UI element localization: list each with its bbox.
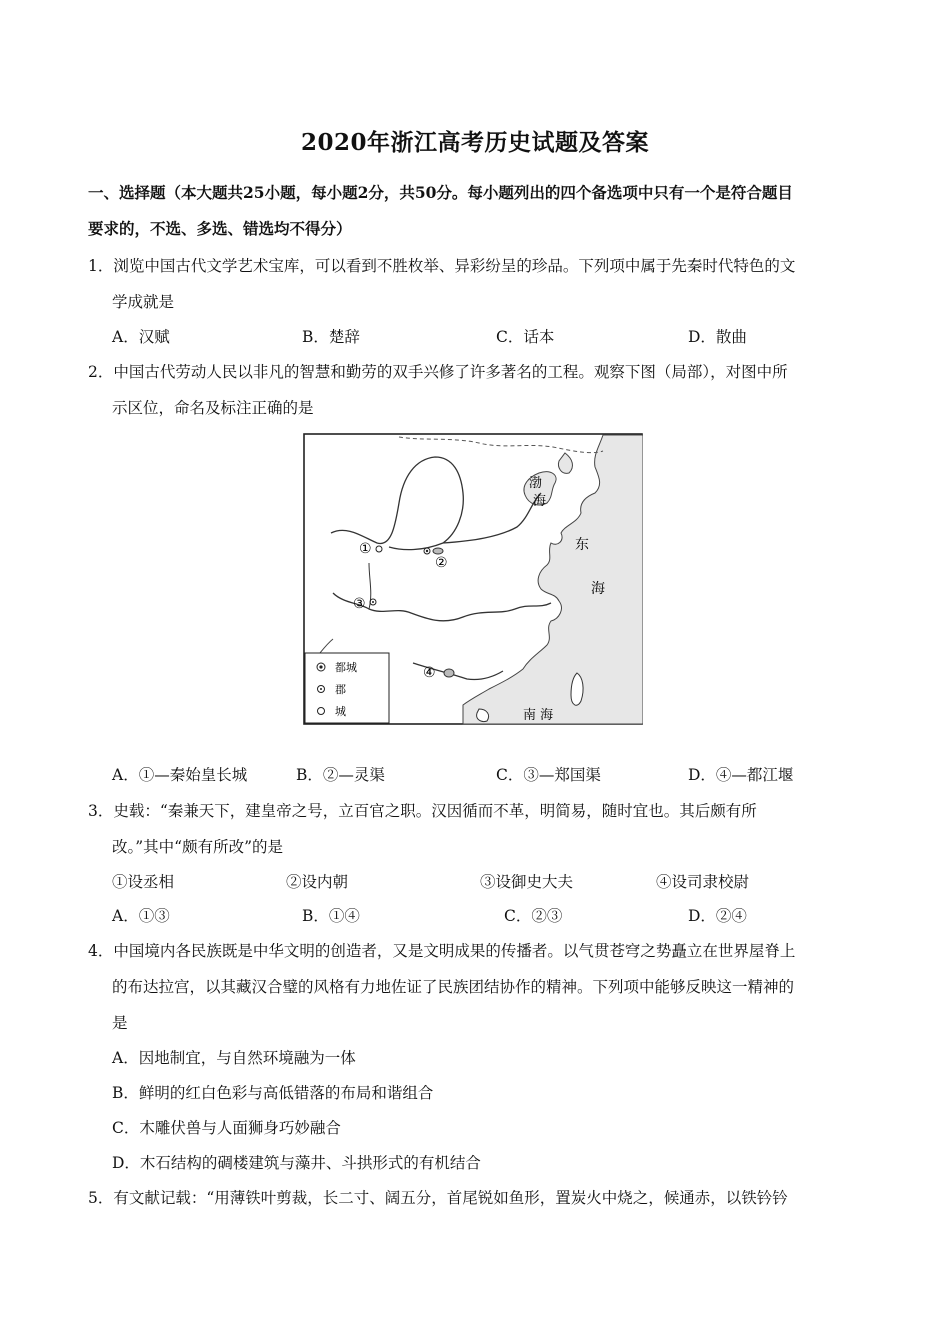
site-mark-4: [444, 669, 454, 677]
legend-commandery-dot: [320, 688, 322, 690]
capital-symbol-2-dot: [426, 550, 428, 552]
q5-stem-line1: 5．有文献记载：“用薄铁叶剪裁，长二寸、阔五分，首尾锐如鱼形，置炭火中烧之，候通赤，以铁钤钤: [88, 1189, 788, 1207]
q1-option-b: B．楚辞: [302, 328, 360, 346]
q1-stem-line1: 1．浏览中国古代文学艺术宝库，可以看到不胜枚举、异彩纷呈的珍品。下列项中属于先秦时代特色的文: [88, 257, 796, 275]
sea-label-bo-1: 渤: [529, 476, 543, 491]
q4-option-a: A．因地制宜，与自然环境融为一体: [112, 1049, 356, 1067]
q3-stem-line2: 改。”其中“颇有所改”的是: [112, 838, 284, 856]
q3-option-c: C．②③: [504, 907, 563, 925]
legend-commandery-label: 郡: [335, 683, 346, 696]
q2-option-b: B．②—灵渠: [296, 766, 385, 784]
q2-stem-line2: 示区位，命名及标注正确的是: [112, 399, 314, 417]
sea-label-bo-2: 海: [533, 494, 547, 509]
q2-option-d: D．④—都江堰: [688, 766, 794, 784]
q3-option-d: D．②④: [688, 907, 747, 925]
historical-map: [303, 433, 643, 725]
map-marker-4: ④: [423, 665, 436, 681]
sea-label-south: 南 海: [523, 708, 554, 723]
sea-label-east-2: 海: [591, 581, 605, 597]
legend-capital-dot: [319, 665, 322, 668]
q4-option-b: B．鲜明的红白色彩与高低错落的布局和谐组合: [112, 1084, 434, 1102]
q3-stem-line1: 3．史载：“秦兼天下，建皇帝之号，立百官之职。汉因循而不革，明简易，随时宜也。其后颇有所: [88, 802, 757, 820]
q1-stem-line2: 学成就是: [112, 293, 175, 311]
commandery-symbol-3-dot: [372, 601, 374, 603]
q3-item-2: ②设内朝: [286, 873, 349, 891]
map-marker-1: ①: [359, 541, 372, 557]
q1-option-c: C．话本: [496, 328, 555, 346]
q4-stem-line2: 的布达拉宫，以其藏汉合璧的风格有力地佐证了民族团结协作的精神。下列项中能够反映这一精神的: [112, 978, 795, 996]
q1-option-d: D．散曲: [688, 328, 747, 346]
q3-option-a: A．①③: [112, 907, 170, 925]
q4-stem-line3: 是: [112, 1014, 128, 1032]
legend-capital-label: 都城: [335, 661, 357, 674]
section-instructions-line2: 要求的，不选、多选、错选均不得分）: [88, 219, 352, 238]
q2-stem-line1: 2．中国古代劳动人民以非凡的智慧和勤劳的双手兴修了许多著名的工程。观察下图（局部），对图中所: [88, 363, 788, 381]
q4-option-c: C．木雕伏兽与人面狮身巧妙融合: [112, 1119, 341, 1137]
q2-option-a: A．①—秦始皇长城: [112, 766, 248, 784]
section-instructions-line1: 一、选择题（本大题共25小题，每小题2分，共50分。每小题列出的四个备选项中只有一个是符合题目: [88, 183, 793, 202]
sea-label-east-1: 东: [575, 537, 589, 553]
q3-item-1: ①设丞相: [112, 873, 175, 891]
q2-option-c: C．③—郑国渠: [496, 766, 601, 784]
map-marker-2: ②: [435, 555, 448, 571]
q3-option-b: B．①④: [302, 907, 360, 925]
site-mark-2: [433, 548, 443, 554]
page-title: 2020年浙江高考历史试题及答案: [300, 129, 649, 156]
legend-city-label: 城: [335, 705, 346, 718]
q3-item-3: ③设御史大夫: [480, 873, 574, 891]
q4-stem-line1: 4．中国境内各民族既是中华文明的创造者，又是文明成果的传播者。以气贯苍穹之势矗立在世界屋脊上: [88, 942, 796, 960]
q1-option-a: A．汉赋: [112, 328, 170, 346]
map-marker-3: ③: [353, 596, 366, 612]
q3-item-4: ④设司隶校尉: [656, 873, 750, 891]
q4-option-d: D．木石结构的碉楼建筑与藻井、斗拱形式的有机结合: [112, 1154, 481, 1172]
